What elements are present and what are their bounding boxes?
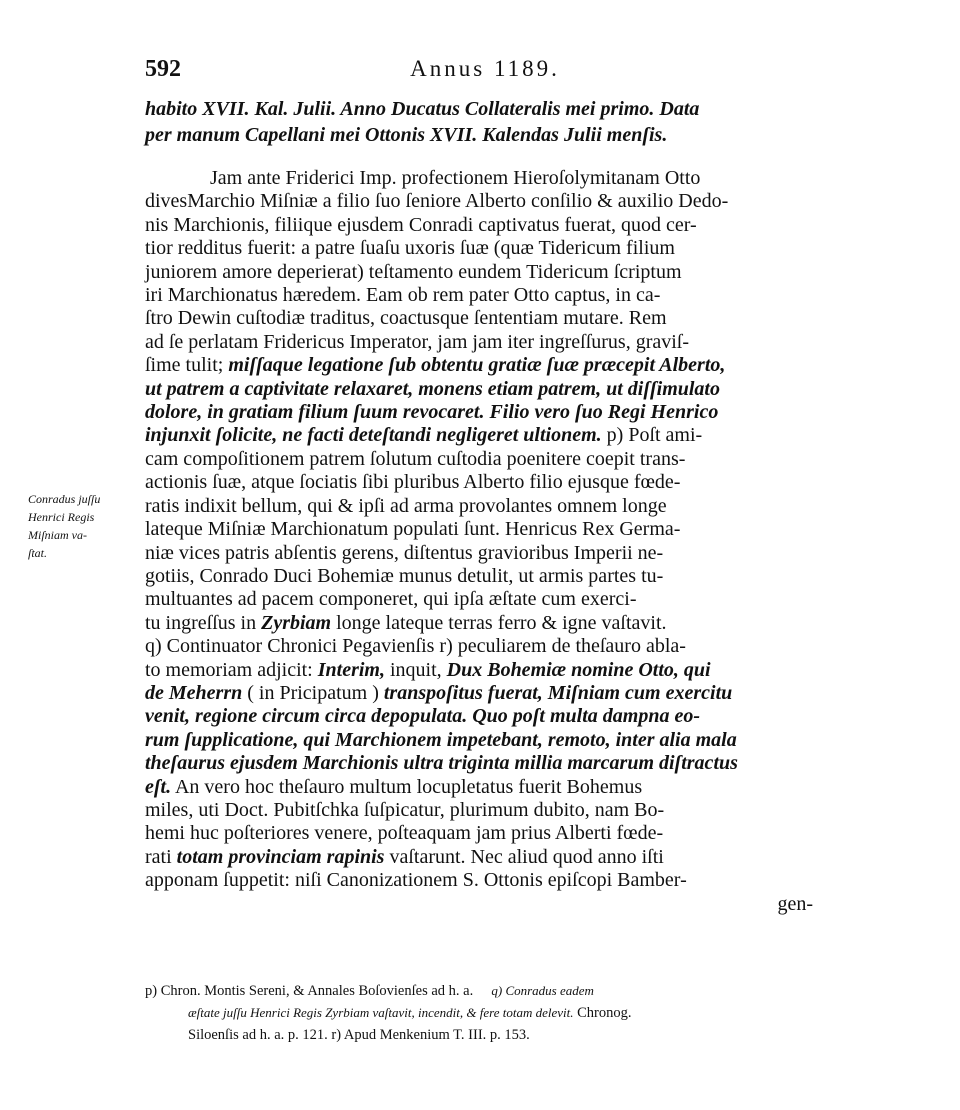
marginal-note-line: ſtat. xyxy=(28,546,48,560)
text-line: gotiis, Conrado Duci Bohemiæ munus detulit, ut armis partes tu- xyxy=(145,564,664,587)
footnote-line xyxy=(145,980,835,1002)
quoted-line: theſaurus ejusdem Marchionis ultra triginta millia marcarum diſtractus xyxy=(145,752,738,775)
main-text xyxy=(145,167,835,916)
text-line: hemi huc poſteriores venere, poſteaquam jam prius Alberti fœde- xyxy=(145,822,664,845)
text-span: An vero hoc theſauro multum locupletatus fuerit Bohemus xyxy=(171,775,643,798)
page-number: 592 xyxy=(145,56,181,82)
text-line xyxy=(145,354,835,377)
text-line: tior redditus fuerit: a patre ſuaſu uxoris ſuæ (quæ Tidericum filium xyxy=(145,237,675,260)
footnote-q: q) Conradus eadem xyxy=(491,983,594,998)
text-span: inquit, xyxy=(384,658,447,681)
quoted-text: totam provinciam rapinis xyxy=(176,845,385,868)
text-line: ſtro Dewin cuſtodiæ traditus, coactusque ſententiam mutare. Rem xyxy=(145,307,667,330)
text-span: ſime tulit; xyxy=(145,354,229,377)
footnote-p: p) Chron. Montis Sereni, & Annales Boſovienſes ad h. a. xyxy=(145,983,474,999)
footnote-line xyxy=(145,1002,835,1024)
text-line: Jam ante Friderici Imp. profectionem Hieroſolymitanam Otto xyxy=(210,167,701,189)
quoted-text: eſt. xyxy=(145,775,172,798)
footnote-q-text: æſtate juſſu Henrici Regis Zyrbiam vaſtavit, incendit, & fere totam delevit. xyxy=(188,1005,574,1020)
page-header xyxy=(145,56,825,92)
quoted-line: dolore, in gratiam filium ſuum revocaret. Filio vero ſuo Regi Henrico xyxy=(145,401,719,424)
catchword: gen- xyxy=(777,892,813,915)
text-line: juniorem amore deperierat) teſtamento eundem Tidericum ſcriptum xyxy=(145,260,682,283)
text-line: ad ſe perlatam Fridericus Imperator, jam jam iter ingreſſurus, graviſ- xyxy=(145,330,690,353)
text-line: q) Continuator Chronici Pegavienſis r) peculiarem de theſauro abla- xyxy=(145,635,686,658)
text-line xyxy=(145,424,835,447)
text-line: lateque Miſniæ Marchionatum populati ſunt. Henricus Rex Germa- xyxy=(145,518,681,541)
text-span: to memoriam adjicit: xyxy=(145,658,318,681)
text-line xyxy=(145,776,835,799)
quoted-text: Dux Bohemiæ nomine Otto, qui xyxy=(446,658,711,681)
text-line xyxy=(145,659,835,682)
marginal-note-line: Henrici Regis xyxy=(28,510,95,524)
marginal-note xyxy=(28,490,146,562)
text-span: rati xyxy=(145,845,177,868)
text-line: miles, uti Doct. Pubitſchka ſuſpicatur, plurimum dubito, nam Bo- xyxy=(145,798,665,821)
text-span: ( in Pricipatum ) xyxy=(242,681,384,704)
quoted-text: injunxit ſolicite, ne facti deteſtandi negligeret ultionem. xyxy=(145,424,602,447)
charter-line: per manum Capellani mei Ottonis XVII. Kalendas Julii menſis. xyxy=(145,124,668,146)
text-line: ratis indixit bellum, qui & ipſi ad arma provolantes omnem longe xyxy=(145,494,667,517)
text-line xyxy=(145,846,835,869)
text-line: nis Marchionis, filiique ejusdem Conradi captivatus fuerat, quod cer- xyxy=(145,213,697,236)
quoted-line: rum ſupplicatione, qui Marchionem impetebant, remoto, inter alia mala xyxy=(145,728,737,751)
quoted-text: de Meherrn xyxy=(145,681,243,704)
text-line: actionis ſuæ, atque ſociatis ſibi pluribus Alberto filio ejusque fœde- xyxy=(145,471,681,494)
marginal-note-line: Miſniam va- xyxy=(28,528,87,542)
text-line xyxy=(145,682,835,705)
footnotes xyxy=(145,980,835,1046)
footnote-q-source: Chronog. xyxy=(573,1005,632,1021)
text-line: apponam ſuppetit: niſi Canonizationem S. Ottonis epiſcopi Bamber- xyxy=(145,869,687,892)
text-span: vaſtarunt. Nec aliud quod anno iſti xyxy=(384,845,664,868)
text-line: divesMarchio Miſniæ a filio ſuo ſeniore Alberto conſilio & auxilio Dedo- xyxy=(145,190,729,213)
marginal-note-line: Conradus juſſu xyxy=(28,492,101,506)
text-span: longe lateque terras ferro & igne vaſtavit. xyxy=(331,611,667,634)
quoted-line: ut patrem a captivitate relaxaret, monens etiam patrem, ut diſſimulato xyxy=(145,377,720,400)
quoted-text: miſſaque legatione ſub obtentu gratiæ ſuæ præcepit Alberto, xyxy=(228,354,726,377)
charter-closing xyxy=(145,96,825,148)
text-line: niæ vices patris abſentis gerens, diſtentus gravioribus Imperii ne- xyxy=(145,541,664,564)
charter-line: habito XVII. Kal. Julii. Anno Ducatus Collateralis mei primo. Data xyxy=(145,98,700,120)
text-span: tu ingreſſus in xyxy=(145,611,262,634)
quoted-line: venit, regione circum circa depopulata. Quo poſt multa dampna eo- xyxy=(145,705,700,728)
text-line: multuantes ad pacem componeret, qui ipſa æſtate cum exerci- xyxy=(145,588,637,611)
text-line: iri Marchionatus hæredem. Eam ob rem pater Otto captus, in ca- xyxy=(145,284,661,307)
text-span: p) Poſt ami- xyxy=(601,424,703,447)
footnote-line: Siloenſis ad h. a. p. 121. r) Apud Menkenium T. III. p. 153. xyxy=(188,1027,530,1043)
text-line: cam compoſitionem patrem ſolutum cuſtodia poenitere coepit trans- xyxy=(145,447,686,470)
quoted-text: transpoſitus fuerat, Miſniam cum exercitu xyxy=(383,681,733,704)
quoted-text: Interim, xyxy=(317,658,385,681)
running-head: Annus 1189. xyxy=(410,56,560,81)
quoted-text: Zyrbiam xyxy=(261,611,332,634)
text-line xyxy=(145,612,835,635)
